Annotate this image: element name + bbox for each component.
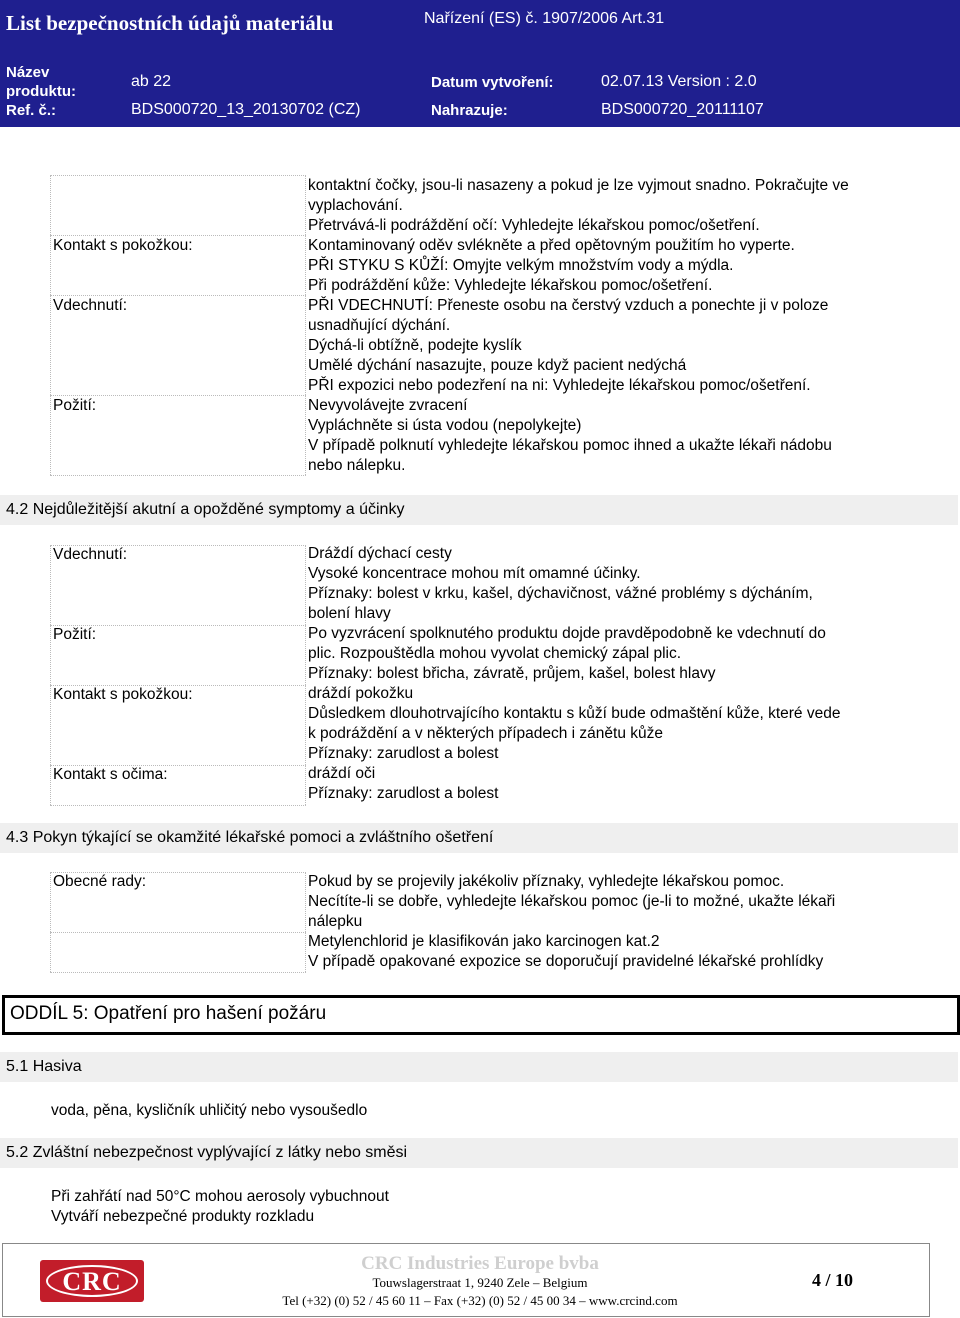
table-border-mid: [305, 545, 306, 805]
ingestion-label: Požití:: [53, 397, 97, 414]
table-border-mid: [305, 175, 306, 475]
company-address: Touwslagerstraat 1, 9240 Zele – Belgium: [372, 1275, 588, 1290]
table-rule: [50, 932, 306, 933]
table-rule: [50, 972, 306, 973]
inhalation-label: Vdechnutí:: [53, 297, 128, 314]
symptom-eye-text: dráždí oči Příznaky: zarudlost a bolest: [308, 765, 499, 802]
replaces-label: Nahrazuje:: [431, 102, 508, 119]
general-advice-text: Pokud by se projevily jakékoliv příznaky, vyhledejte lékařskou pomoc. Necítíte-li se dobře, vyhledejte lékařskou pomoc (je-li to možné, ukažte lékaři nálepku Metylenchlorid je klasifikován jako karcinogen kat.2 V případě opakované expozice se doporučují pravidelné lékařské prohlídky: [308, 873, 836, 970]
table-rule: [50, 295, 306, 296]
symptom-skin-label: Kontakt s pokožkou:: [53, 686, 193, 703]
inhalation-text: PŘI VDECHNUTÍ: Přeneste osobu na čerstvý vzduch a ponechte ji v poloze usnadňující dýchání. Dýchá-li obtížně, podejte kyslík Umělé dýchání nasazujte, pouze když pacient nedýchá PŘI expozici nebo podezření na ni: Vyhledejte lékařskou pomoc/ošetření.: [308, 297, 829, 394]
section-5-box: [2, 995, 960, 1035]
extinguishing-media-text: voda, pěna, kysličník uhličitý nebo vysoušedlo: [51, 1102, 368, 1119]
table-rule: [50, 395, 306, 396]
table-rule: [50, 175, 306, 176]
symptom-inhalation-label: Vdechnutí:: [53, 546, 128, 563]
section-5-2-title: 5.2 Zvláštní nebezpečnost vyplývající z látky nebo směsi: [6, 1144, 408, 1161]
product-value: ab 22: [131, 73, 172, 90]
table-rule: [50, 235, 306, 236]
table-rule: [50, 805, 306, 806]
replaces-value: BDS000720_20111107: [601, 101, 764, 118]
page-number: 4 / 10: [812, 1270, 854, 1290]
table-border-mid: [305, 872, 306, 972]
symptom-ingestion-label: Požití:: [53, 626, 97, 643]
symptom-skin-text: dráždí pokožku Důsledkem dlouhotrvajícího kontaktu s kůží bude odmaštění kůže, které vede k podráždění a v některých případech i zánětu kůže Příznaky: zarudlost a bolest: [308, 685, 841, 762]
symptom-eye-label: Kontakt s očima:: [53, 766, 168, 783]
table-border-left: [50, 545, 51, 805]
table-rule: [50, 475, 306, 476]
created-label: Datum vytvoření:: [431, 74, 554, 91]
symptom-inhalation-text: Dráždí dýchací cesty Vysoké koncentrace mohou mít omamné účinky. Příznaky: bolest v krku, kašel, dýchavičnost, vážné problémy s dýcháním, bolení hlavy: [308, 545, 813, 622]
product-label: Název produktu:: [6, 64, 76, 100]
section-4-2-title: 4.2 Nejdůležitější akutní a opožděné symptomy a účinky: [6, 501, 405, 518]
logo-text: CRC: [62, 1267, 122, 1296]
document-title: List bezpečnostních údajů materiálu: [6, 11, 334, 35]
section-5-1-title: 5.1 Hasiva: [6, 1058, 82, 1075]
symptom-ingestion-text: Po vyzvrácení spolknutého produktu dojde pravděpodobně ke vdechnutí do plic. Rozpouštědla mohou vyvolat chemický zápal plic. Příznaky: bolest břicha, závratě, průjem, kašel, bolest hlavy: [308, 625, 826, 682]
skin-contact-label: Kontakt s pokožkou:: [53, 237, 193, 254]
ref-label: Ref. č.:: [6, 102, 57, 119]
company-name: CRC Industries Europe bvba: [361, 1253, 599, 1274]
skin-contact-text: Kontaminovaný oděv svlékněte a před opětovným použitím ho vyperte. PŘI STYKU S KŮŽÍ: Omyjte velkým množstvím vody a mýdla. Při podráždění kůže: Vyhledejte lékařskou pomoc/ošetření.: [308, 237, 795, 294]
company-contact: Tel (+32) (0) 52 / 45 60 11 – Fax (+32) (0) 52 / 45 00 34 – www.crcind.com: [282, 1293, 678, 1308]
general-advice-label: Obecné rady:: [53, 873, 147, 890]
created-value: 02.07.13 Version : 2.0: [601, 73, 757, 90]
ingestion-text: Nevyvolávejte zvracení Vypláchněte si ústa vodou (nepolykejte) V případě polknutí vyhledejte lékařskou pomoc ihned a ukažte lékaři nádobu nebo nálepku.: [308, 397, 832, 474]
eye-contact-text: kontaktní čočky, jsou-li nasazeny a pokud je lze vyjmout snadno. Pokračujte ve vyplachování. Přetrvává-li podráždění očí: Vyhledejte lékařskou pomoc/ošetření.: [308, 177, 849, 234]
section-5-title: ODDÍL 5: Opatření pro hašení požáru: [10, 1003, 327, 1024]
regulation-text: Nařízení (ES) č. 1907/2006 Art.31: [424, 10, 665, 27]
section-4-3-title: 4.3 Pokyn týkající se okamžité lékařské pomoci a zvláštního ošetření: [6, 829, 494, 846]
special-hazards-text: Při zahřátí nad 50°C mohou aerosoly vybuchnout Vytváří nebezpečné produkty rozkladu: [51, 1188, 389, 1225]
crc-logo: [40, 1260, 144, 1302]
table-border-left: [50, 175, 51, 475]
table-border-left: [50, 872, 51, 972]
ref-value: BDS000720_13_20130702 (CZ): [131, 101, 361, 118]
section-5-1-band: [0, 1052, 958, 1082]
